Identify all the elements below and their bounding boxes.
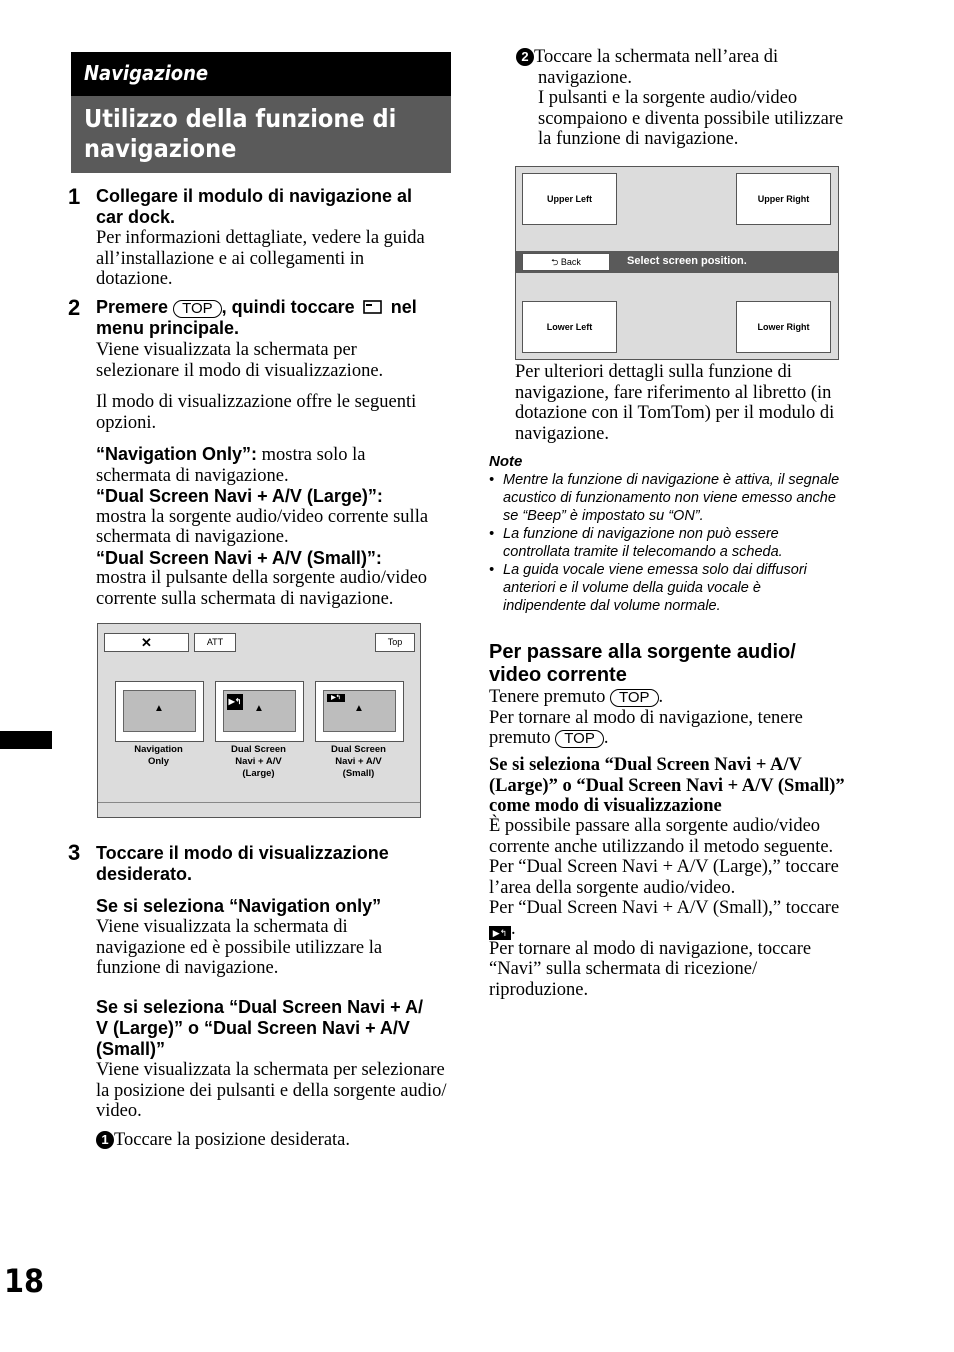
switch-body: Tenere premuto TOP . Per tornare al modo di navigazione, tenere premuto TOP . xyxy=(489,687,803,748)
note-item: • La funzione di navigazione non può essere controllata tramite il telecomando a scheda. xyxy=(489,526,783,560)
step-1-number: 1 xyxy=(68,184,81,209)
side-tab xyxy=(0,731,52,749)
av-source-icon: ▶↰ xyxy=(227,694,243,710)
screen-position-screen xyxy=(515,166,839,360)
note-title: Note xyxy=(489,453,523,470)
top-button[interactable]: Top xyxy=(375,633,415,652)
lower-left-button[interactable]: Lower Left xyxy=(522,301,617,353)
section-title: Navigazione xyxy=(84,61,209,85)
note-item: • La guida vocale viene emessa solo dai diffusori anteriori e il volume della guida vocale è indipendente dal volume normale. xyxy=(489,562,807,614)
back-button[interactable]: ⮌ Back xyxy=(522,253,610,271)
display-mode-screen xyxy=(97,623,421,818)
step-3-sub2-body: Viene visualizzata la schermata per selezionare la posizione dei pulsanti e della sorgente audio/ video. xyxy=(96,1060,447,1121)
item-number: 1 xyxy=(96,1131,114,1149)
top-key: TOP xyxy=(610,689,659,707)
switch-subheading: Se si seleziona “Dual Screen Navi + A/V (Large)” o “Dual Screen Navi + A/V (Small)” come modo di visualizzazione xyxy=(489,755,845,816)
more-info: Per ulteriori dettagli sulla funzione di navigazione, fare riferimento al libretto (in dotazione con il TomTom) per il modulo di navigazione. xyxy=(515,362,835,444)
mode-label: Dual Screen Navi + A/V (Small) xyxy=(331,744,386,779)
note-item: • Mentre la funzione di navigazione è attiva, il segnale acustico di funzionamento non viene emesso anche se “Beep” è impostato su “ON”. xyxy=(489,472,840,524)
up-arrow-icon: ▲ xyxy=(154,703,164,714)
av-source-icon: ▶↰ xyxy=(489,926,511,940)
mode-dual-large[interactable] xyxy=(215,681,304,742)
step-2-heading: Premere TOP , quindi toccare nel menu principale. xyxy=(96,297,417,338)
step-2-number: 2 xyxy=(68,295,81,320)
av-source-icon: ▶↰ xyxy=(327,694,345,702)
back-icon: ⮌ xyxy=(551,257,561,267)
step-3-number: 3 xyxy=(68,840,81,865)
page-number: 18 xyxy=(4,1262,45,1300)
section-bar xyxy=(71,52,451,96)
up-arrow-icon: ▲ xyxy=(254,703,264,714)
prompt-text: Select screen position. xyxy=(627,255,747,267)
upper-right-button[interactable]: Upper Right xyxy=(736,173,831,225)
item-2: 2 Toccare la schermata nell’area di navigazione. I pulsanti e la sorgente audio/video scompaiono e diventa possibile utilizzare la funzione di navigazione. xyxy=(516,47,843,150)
step-2-options: “Navigation Only”: mostra solo la schermata di navigazione. “Dual Screen Navi + A/V (Large)”: mostra la sorgente audio/video corrente sulla schermata di navigazione. “Dual Screen Navi + A/V (Small)”: mostra il pulsante della sorgente audio/video corrente sulla schermata di navigazione. xyxy=(96,444,429,609)
mode-label: Navigation Only xyxy=(134,744,183,767)
top-key: TOP xyxy=(173,300,222,318)
page-title: Utilizzo della funzione di navigazione xyxy=(84,104,397,163)
step-3-item-1: 1 Toccare la posizione desiderata. xyxy=(96,1130,350,1151)
switch-sub-body: È possibile passare alla sorgente audio/video corrente anche utilizzando il metodo seguente. Per “Dual Screen Navi + A/V (Large),” toccare l’area della sorgente audio/video. Per “Dual Screen Navi + A/V (Small),” toccare ▶↰ . Per tornare al modo di navigazione, toccare “Navi” sulla schermata di ricezione/ riproduzione. xyxy=(489,816,840,1000)
mode-dual-small[interactable] xyxy=(315,681,404,742)
item-number: 2 xyxy=(516,48,534,66)
mode-label: Dual Screen Navi + A/V (Large) xyxy=(231,744,286,779)
title-box xyxy=(71,96,451,173)
prompt-bar xyxy=(516,251,838,273)
switch-heading: Per passare alla sorgente audio/ video corrente xyxy=(489,641,796,686)
lower-right-button[interactable]: Lower Right xyxy=(736,301,831,353)
up-arrow-icon: ▲ xyxy=(354,703,364,714)
step-3-sub1: Se si seleziona “Navigation only” xyxy=(96,896,382,916)
step-3-heading: Toccare il modo di visualizzazione desiderato. xyxy=(96,843,389,884)
step-3-sub2: Se si seleziona “Dual Screen Navi + A/ V (Large)” o “Dual Screen Navi + A/V (Small)” xyxy=(96,997,423,1059)
step-1-body: Per informazioni dettagliate, vedere la guida all’installazione e ai collegamenti in dotazione. xyxy=(96,228,425,289)
step-2-options-intro: Il modo di visualizzazione offre le seguenti opzioni. xyxy=(96,392,417,433)
step-3-sub1-body: Viene visualizzata la schermata di navigazione ed è possibile utilizzare la funzione di navigazione. xyxy=(96,917,383,978)
divider xyxy=(98,802,420,803)
navigation-icon xyxy=(363,300,383,314)
step-1-heading: Collegare il modulo di navigazione al car dock. xyxy=(96,186,413,227)
step-2-body: Viene visualizzata la schermata per selezionare il modo di visualizzazione. xyxy=(96,340,384,381)
att-button[interactable]: ATT xyxy=(194,633,236,652)
upper-left-button[interactable]: Upper Left xyxy=(522,173,617,225)
mode-navigation-only[interactable] xyxy=(115,681,204,742)
top-key: TOP xyxy=(555,730,604,748)
note-list xyxy=(489,471,879,615)
close-button[interactable]: ✕ xyxy=(104,633,189,652)
